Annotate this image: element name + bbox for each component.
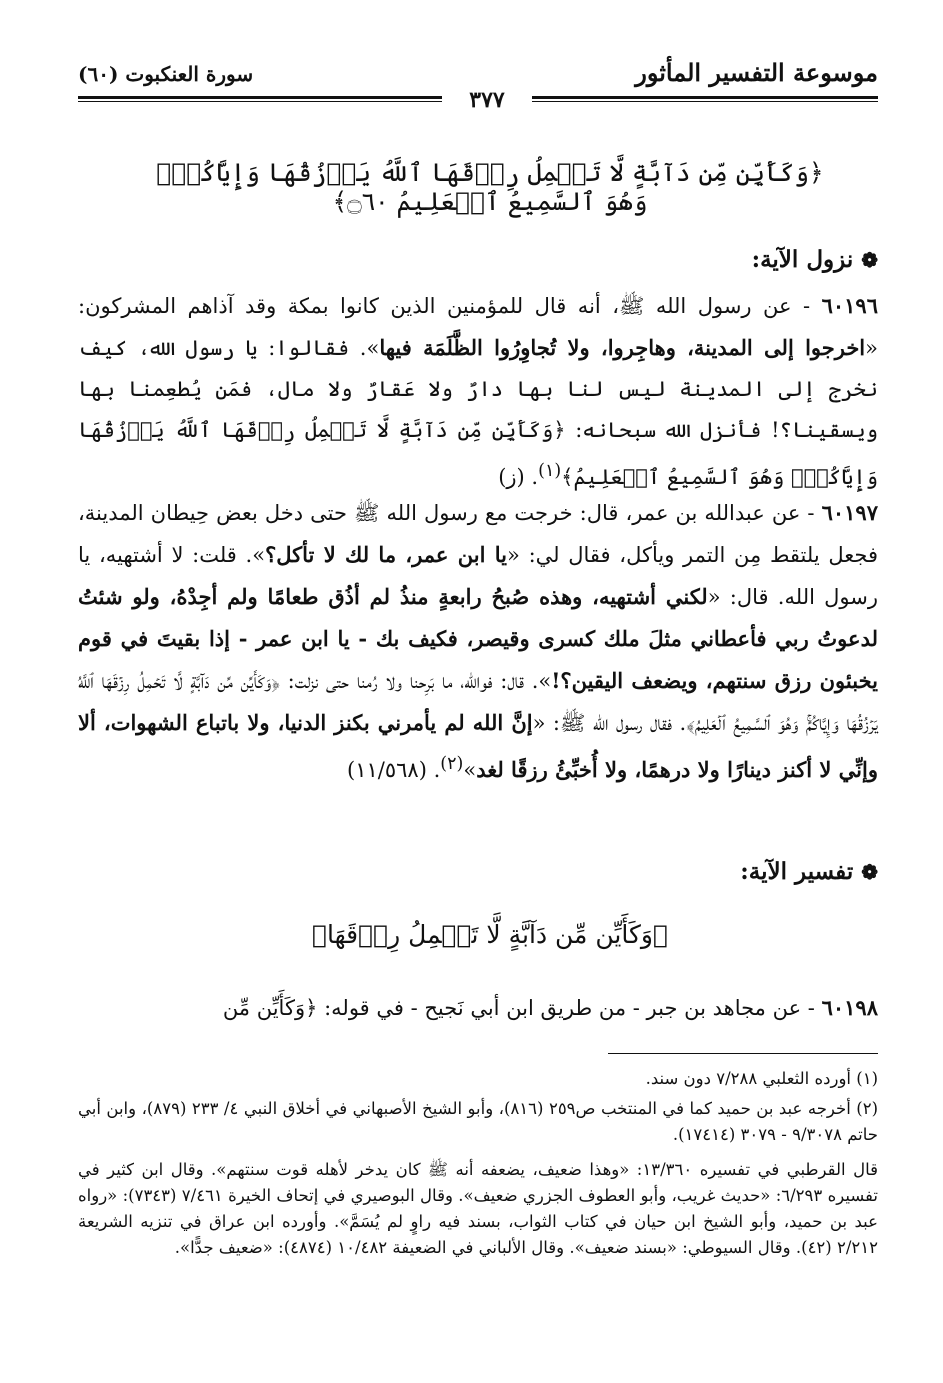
page-number: ٣٧٧ (442, 86, 532, 114)
footnote-ref[interactable]: (١) (538, 461, 562, 481)
text: . فقال رسول الله ﷺ: « (532, 711, 687, 735)
book-title: موسوعة التفسير المأثور (635, 58, 878, 87)
footnote-ref[interactable]: (٢) (440, 754, 464, 774)
hadith-60196 (78, 285, 878, 498)
text: - عن رسول الله ﷺ، أنه قال للمؤمنين الذين كانوا بمكة وقد آذاهم المشركون: « (78, 294, 878, 360)
section-heading-tafsir (740, 858, 878, 885)
prophetic-saying: اخرجوا إلى المدينة، وهاجِروا، ولا تُجاوِرُوا الظَّلَمَة فيها (379, 335, 866, 360)
flower-ornament-icon: ❁ (861, 248, 878, 272)
text: ». قلت: لا أشتهيه، يا رسول الله. قال: « (78, 543, 879, 609)
section-title: نزول الآية: (751, 246, 854, 273)
verse-heading: ﴿وَكَأَيِّن مِّن دَآبَّةٍ لَّا تَحۡمِلُ رِزۡقَهَا ٱللَّهُ يَرۡزُقُهَا وَإِيَّاكُمۡۚ وَهُوَ ٱلسَّمِيعُ ٱلۡعَلِيمُ ۝٦٠﴾ (156, 158, 824, 216)
prophetic-saying: يا ابن عمر، ما لك لا تأكل؟ (265, 542, 508, 567)
text: ». فقالوا: يا رسول الله، كيف نخرج إلى المدينة ليس لنا بها دارٌ ولا عَقارٌ ولا مال، فمَن يُطعِمنا بها ويسقينا؟! فأنزل الله سبحانه: (78, 336, 878, 442)
section-heading-nuzul (752, 246, 878, 273)
footnote-1: (١) أورده الثعلبي ٧/٢٨٨ دون سند. (645, 1069, 878, 1088)
quran-quote: ﴿وَكَأَيِّن مِّن (222, 996, 318, 1020)
hadith-60198 (78, 987, 878, 1029)
hadith-60197 (78, 492, 878, 791)
footnote-2-commentary: قال القرطبي في تفسيره ١٣/٣٦٠: «وهذا ضعيف، يضعفه أنه ﷺ كان يدخر لأهله قوت سنتهم». وقال ابن كثير في تفسيره ٦/٢٩٣: «حديث غريب، وأبو العطوف الجزري ضعيف». وقال البوصيري في إتحاف الخيرة ٧/٤٦١ (٧٣٤٣): «رواه عبد بن حميد، وأبو الشيخ ابن حيان في كتاب الثواب، بسند فيه راوٍ لم يُسَمَّ». وأورده ابن عراق في تنزيه الشريعة ٢/٢١٢ (٤٢). وقال السيوطي: «بسند ضعيف». وقال الألباني في الضعيفة ١٠/٤٨٢ (٤٨٧٤): «ضعيف جدًّا». (78, 1160, 879, 1257)
text: - عن عبدالله بن عمر، قال: خرجت مع رسول الله ﷺ حتى دخل بعض حِيطان المدينة، فجعل يلتقط مِن التمر ويأكل، فقال لي: « (78, 501, 879, 567)
text: . (ز) (498, 465, 539, 489)
hadith-number: ٦٠١٩٦ (821, 293, 878, 318)
verse-subheading: ﴿وَكَأَيِّن مِّن دَآبَّةٍ لَّا تَحۡمِلُ رِزۡقَهَا﴾ (312, 920, 668, 949)
text: ». قال: فوالله، ما بَرِحنا ولا رُمنا حتى نزلت: (279, 669, 552, 693)
footnote-2: (٢) أخرجه عبد بن حميد كما في المنتخب ص٢٥٩ (٨١٦)، وأبو الشيخ الأصبهاني في أخلاق النبي ٤/ ٢٣٣ (٨٧٩)، وابن أبي حاتم ٩/٣٠٧٨ - ٣٠٧٩ (١٧٤١٤). (78, 1099, 879, 1144)
hadith-number: ٦٠١٩٧ (821, 500, 878, 525)
flower-ornament-icon: ❁ (861, 860, 878, 884)
quran-quote: ﴿وَكَأَيِّن مِّن دَآبَّةٍ لَّا تَحۡمِلُ رِزۡقَهَا ٱللَّهُ يَرۡزُقُهَا وَإِيَّاكُمۡۚ وَهُوَ ٱلسَّمِيعُ ٱلۡعَلِيمُ﴾ (78, 669, 878, 735)
text: . (١١/٥٦٨) (347, 758, 441, 782)
text: - عن مجاهد بن جبر - من طريق ابن أبي نَجيح - في قوله: (317, 996, 815, 1020)
prophetic-saying: لكني أشتهيه، وهذه صُبحُ رابعةٍ منذُ لم أذُق طعامًا ولم أجِدْهُ، ولو شئتُ لدعوتُ ربي فأعطاني مثلَ ملك كسرى وقيصر، فكيف بك - يا ابن عمر - إذا بقيتَ في قوم يخبئون رزق سنتهم، ويضعف اليقين؟! (78, 584, 878, 693)
hadith-number: ٦٠١٩٨ (821, 995, 878, 1020)
surah-label: سورة العنكبوت (٦٠) (78, 62, 254, 86)
footnote-separator (608, 1053, 878, 1054)
section-title: تفسير الآية: (740, 858, 854, 885)
prophetic-saying: إنَّ الله لم يأمرني بكنز الدنيا، ولا باتباع الشهوات، ألا وإنِّي لا أكنز دينارًا ولا درهمًا، ولا أُخبِّئُ رزقًا لغد (78, 710, 878, 782)
quran-quote: ﴿وَكَأَيِّن مِّن دَآبَّةٍ لَّا تَحۡمِلُ رِزۡقَهَا ٱللَّهُ يَرۡزُقُهَا وَإِيَّاكُمۡۚ وَهُوَ ٱلسَّمِيعُ ٱلۡعَلِيمُ﴾ (78, 418, 878, 489)
text: » (463, 758, 477, 782)
